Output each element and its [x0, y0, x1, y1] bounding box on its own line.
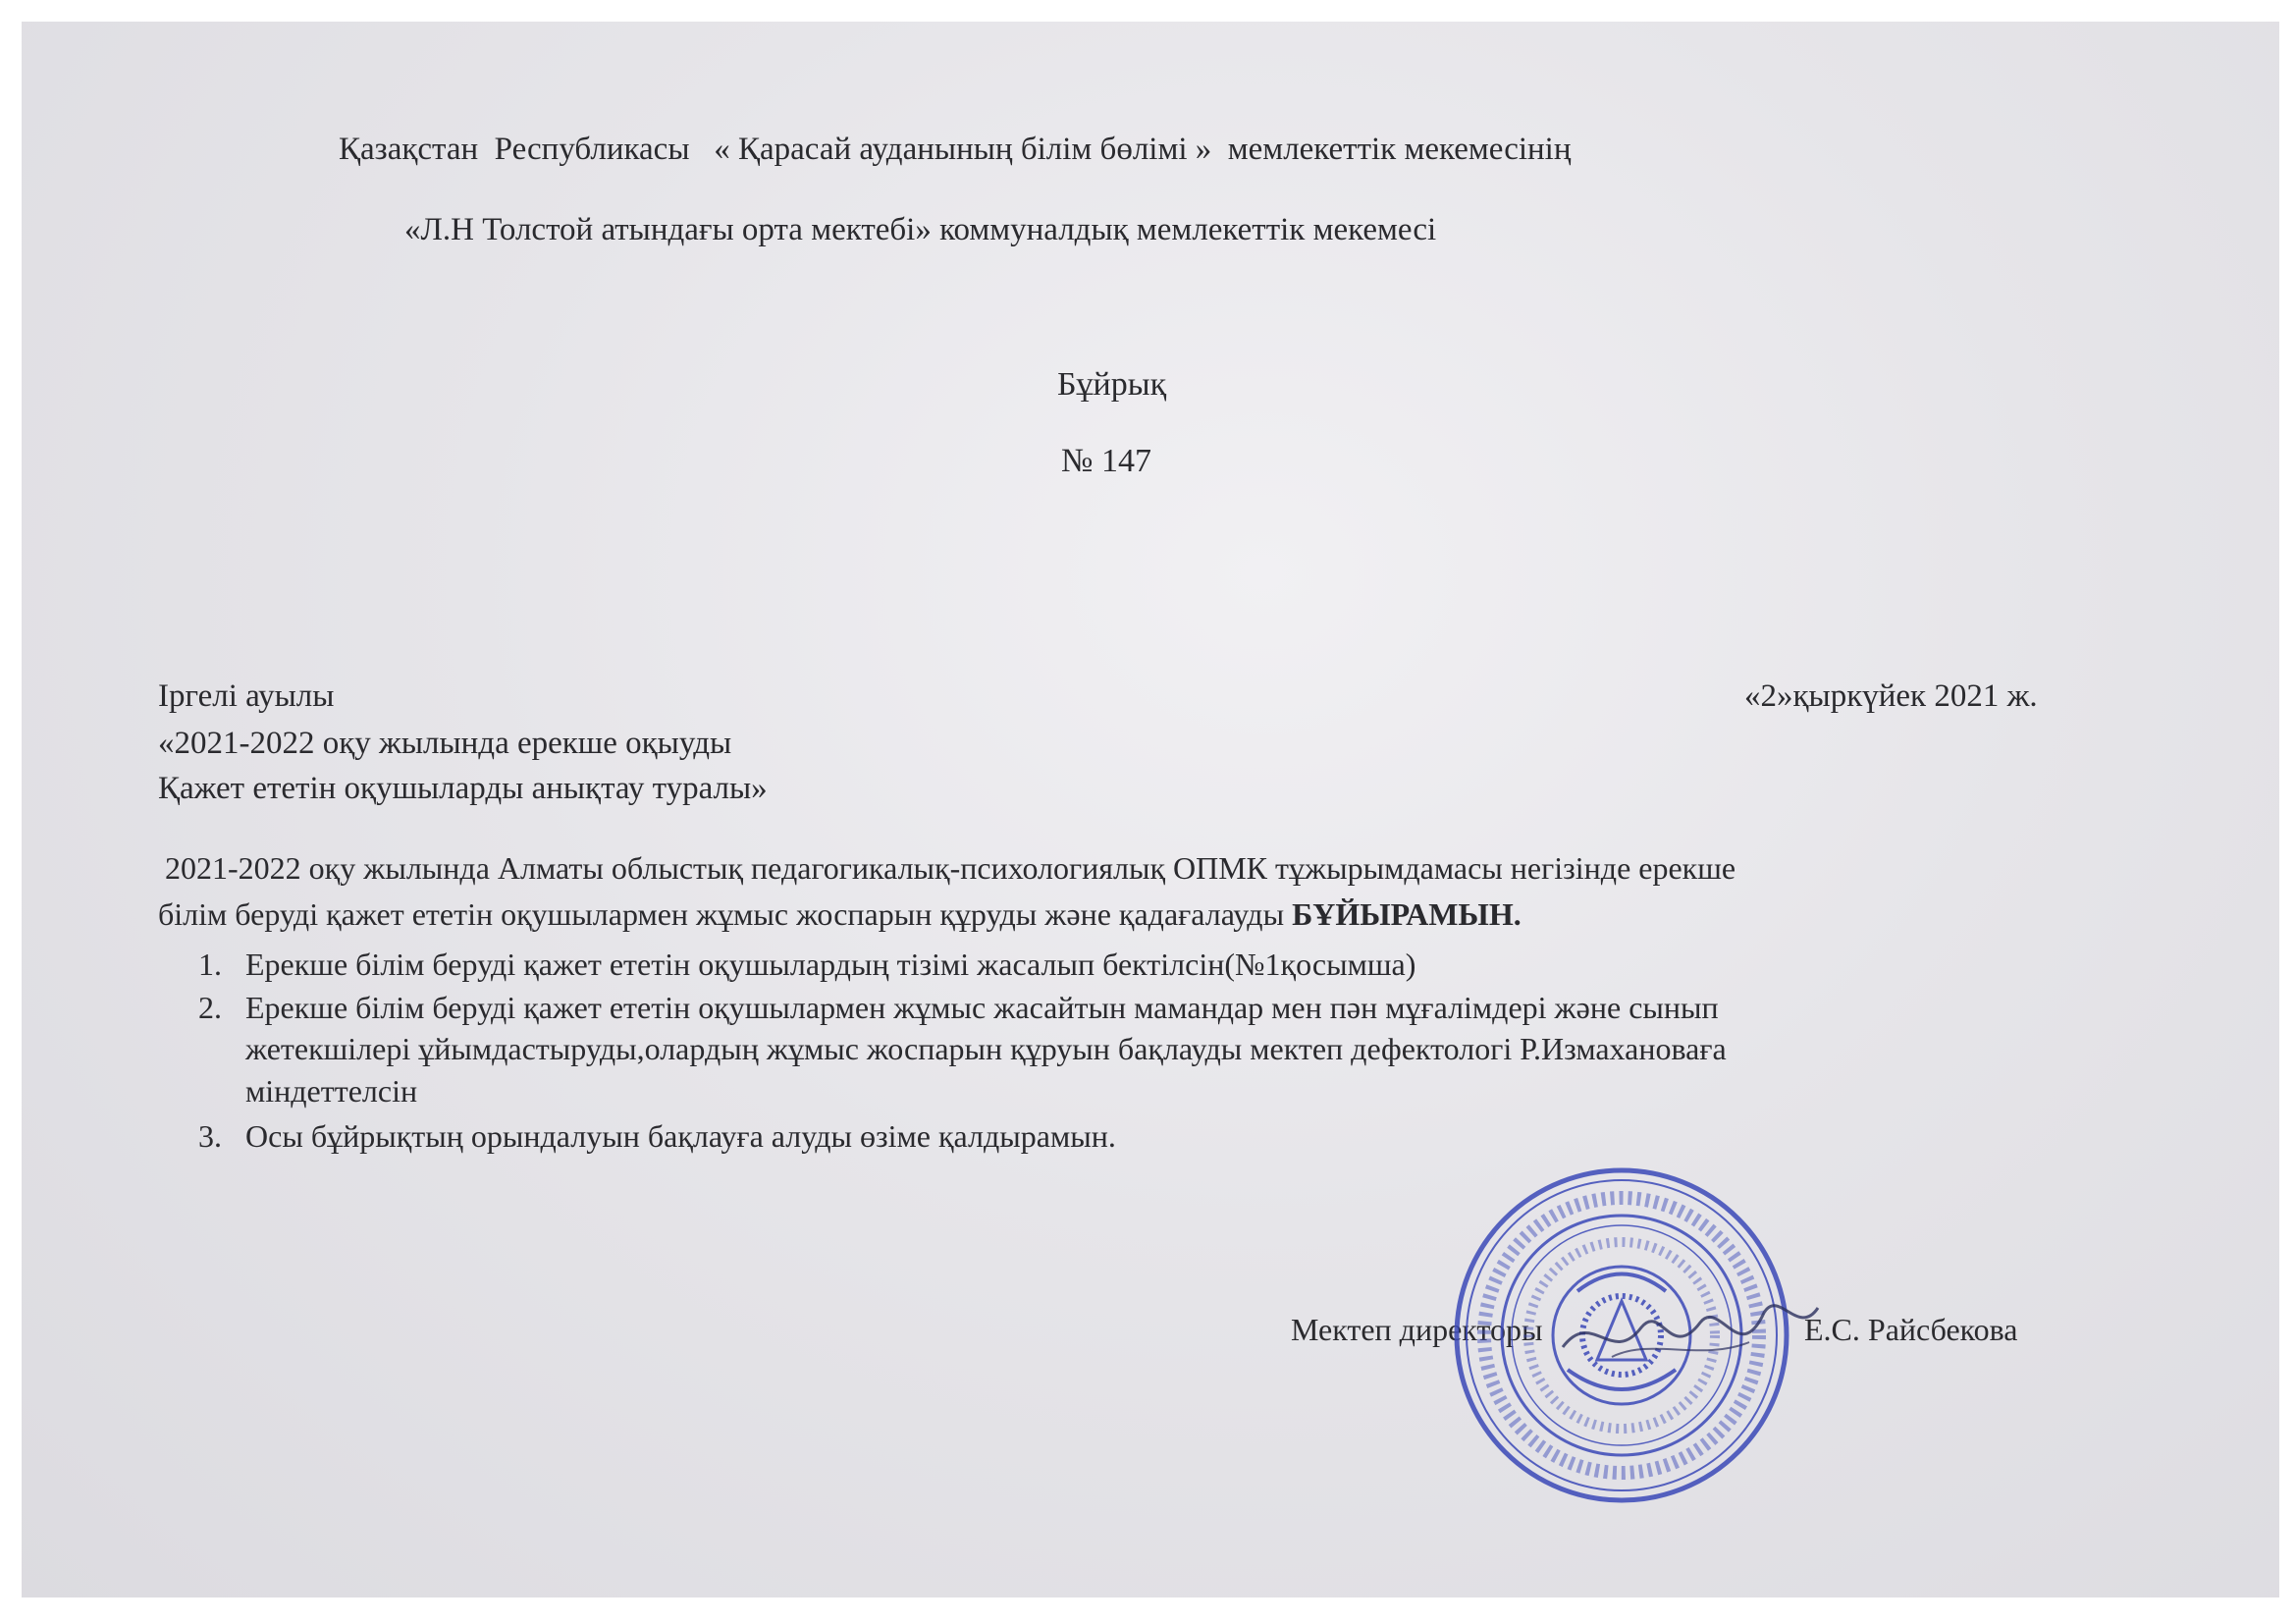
list-item-number: 3. — [198, 1118, 222, 1154]
handwritten-signature — [1553, 1269, 1828, 1386]
list-item-number: 2. — [198, 990, 222, 1025]
body-text: білім беруді қажет ететін оқушылармен жұмыс жоспарын құруды және қадағалауды — [158, 896, 1293, 932]
header-school-line: «Л.Н Толстой атындағы орта мектебі» коммуналдық мемлекеттік мекемесі — [404, 212, 1437, 247]
order-date: «2»қыркүйек 2021 ж. — [1744, 678, 2038, 714]
body-paragraph-line — [158, 894, 1522, 934]
list-item-text: Ерекше білім беруді қажет ететін оқушылардың тізімі жасалып бектілсін(№1қосымша) — [245, 947, 1416, 982]
list-item-text: Ерекше білім беруді қажет ететін оқушылармен жұмыс жасайтын мамандар мен пән мұғалімдері және сынып — [245, 990, 1719, 1025]
signature-name: Е.С. Райсбекова — [1804, 1312, 2018, 1347]
list-item-text: міндеттелсін — [245, 1073, 418, 1109]
document-photo — [22, 22, 2279, 1597]
body-emphasis: БҰЙЫРАМЫН. — [1292, 896, 1522, 932]
order-number: № 147 — [1061, 443, 1151, 479]
order-document — [22, 22, 2279, 1597]
signature-role: Мектеп директоры — [1291, 1312, 1543, 1347]
list-item-number: 1. — [198, 947, 222, 982]
header-organization-line: Қазақстан Республикасы « Қарасай ауданының білім бөлімі » мемлекеттік мекемесінің — [339, 132, 1572, 167]
order-title: Бұйрық — [1057, 366, 1167, 403]
list-item-text: Осы бұйрықтың орындалуын бақлауға алуды өзіме қалдырамын. — [245, 1118, 1116, 1154]
body-paragraph-line: 2021-2022 оқу жылында Алматы облыстық педагогикалық-психологиялық ОПМК тұжырымдамасы негізінде ерекше — [165, 850, 1736, 886]
order-place: Іргелі ауылы — [158, 678, 335, 714]
order-subject-line: «2021-2022 оқу жылында ерекше оқыуды — [158, 726, 732, 761]
list-item-text: жетекшілері ұйымдастыруды,олардың жұмыс жоспарын құруын бақлауды мектеп дефектологі Р.Измахановаға — [245, 1031, 1727, 1066]
order-subject-line: Қажет ететін оқушыларды анықтау туралы» — [158, 771, 768, 806]
